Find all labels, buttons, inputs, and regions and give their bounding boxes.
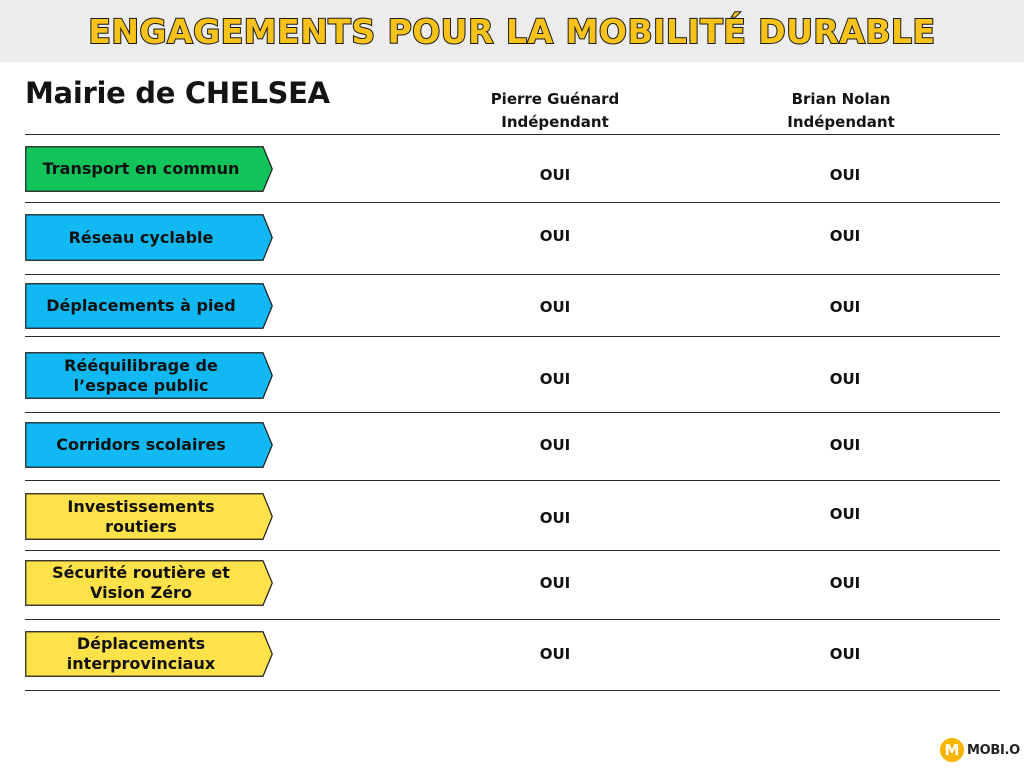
category-tag	[25, 422, 273, 468]
commitment-answer: OUI	[539, 436, 571, 454]
candidate-header-1	[435, 88, 675, 134]
commitment-answer: OUI	[539, 166, 571, 184]
logo-wordmark: MOBI.O	[967, 742, 1020, 758]
category-tag	[25, 631, 273, 677]
page-title: ENGAGEMENTS POUR LA MOBILITÉ DURABLE	[88, 11, 936, 51]
commitment-answer: OUI	[829, 370, 861, 388]
commitment-answer: OUI	[829, 298, 861, 316]
category-label: Réseau cyclable	[68, 227, 214, 247]
commitment-answer: OUI	[829, 505, 861, 523]
commitment-answer: OUI	[829, 436, 861, 454]
organization-title: Mairie de CHELSEA	[25, 76, 330, 110]
commitment-answer: OUI	[539, 574, 571, 592]
row-divider	[25, 690, 1000, 691]
candidate-header-2	[721, 88, 961, 134]
category-label: Déplacements interprovinciaux	[66, 634, 216, 673]
commitment-answer: OUI	[829, 227, 861, 245]
title-banner	[0, 0, 1024, 62]
row-divider	[25, 619, 1000, 620]
commitment-answer: OUI	[539, 645, 571, 663]
category-tag	[25, 214, 273, 261]
mobio-logo	[940, 738, 1020, 762]
category-label: Déplacements à pied	[46, 296, 236, 315]
category-tag	[25, 352, 273, 399]
logo-icon: M	[940, 738, 964, 762]
category-label: Investissements routiers	[67, 496, 215, 536]
category-label: Rééquilibrage de l’espace public	[64, 355, 218, 395]
commitment-answer: OUI	[829, 645, 861, 663]
category-tag	[25, 560, 273, 606]
candidate-name: Pierre Guénard	[490, 90, 620, 108]
candidate-name: Brian Nolan	[791, 90, 891, 108]
row-divider	[25, 550, 1000, 551]
row-divider	[25, 274, 1000, 275]
category-label: Transport en commun	[42, 159, 240, 178]
row-divider	[25, 412, 1000, 413]
category-tag	[25, 493, 273, 540]
category-label: Corridors scolaires	[56, 435, 226, 454]
row-divider	[25, 134, 1000, 135]
commitment-answer: OUI	[539, 227, 571, 245]
commitment-answer: OUI	[829, 574, 861, 592]
row-divider	[25, 202, 1000, 203]
row-divider	[25, 480, 1000, 481]
category-label: Sécurité routière et Vision Zéro	[52, 563, 230, 602]
category-tag	[25, 146, 273, 192]
category-tag	[25, 283, 273, 329]
commitment-answer: OUI	[539, 298, 571, 316]
candidate-affiliation: Indépendant	[501, 113, 609, 131]
candidate-affiliation: Indépendant	[787, 113, 895, 131]
row-divider	[25, 336, 1000, 337]
commitment-answer: OUI	[539, 509, 571, 527]
commitment-answer: OUI	[539, 370, 571, 388]
commitment-answer: OUI	[829, 166, 861, 184]
